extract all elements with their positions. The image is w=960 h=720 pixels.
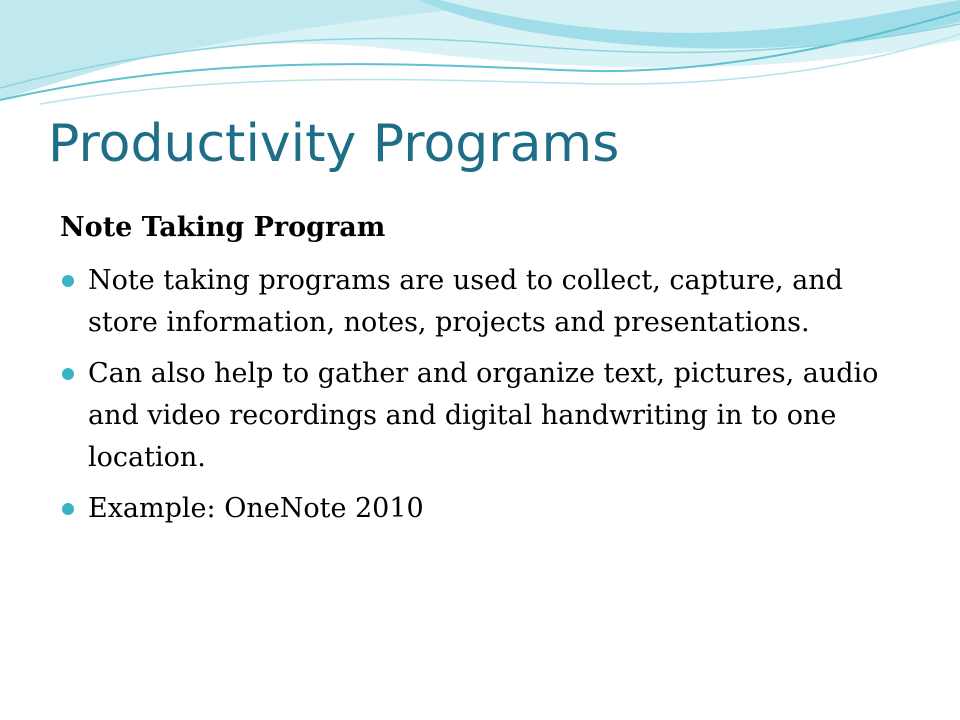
bullet-text: Note taking programs are used to collect, capture, and store information, notes, projects and presentations. xyxy=(88,265,843,338)
slide-body xyxy=(60,208,920,539)
bullet-dot-icon xyxy=(62,275,74,287)
bullet-dot-icon xyxy=(62,368,74,380)
bullet-list xyxy=(60,260,920,530)
bullet-item xyxy=(60,353,920,479)
section-subheading: Note Taking Program xyxy=(60,212,386,243)
bullet-item xyxy=(60,260,920,344)
bullet-dot-icon xyxy=(62,503,74,515)
bullet-item xyxy=(60,488,920,530)
bullet-text: Example: OneNote 2010 xyxy=(88,493,424,524)
slide-title: Productivity Programs xyxy=(48,114,620,174)
wave-decoration xyxy=(0,0,960,120)
bullet-text: Can also help to gather and organize text, pictures, audio and video recordings and digital handwriting in to one location. xyxy=(88,358,879,473)
